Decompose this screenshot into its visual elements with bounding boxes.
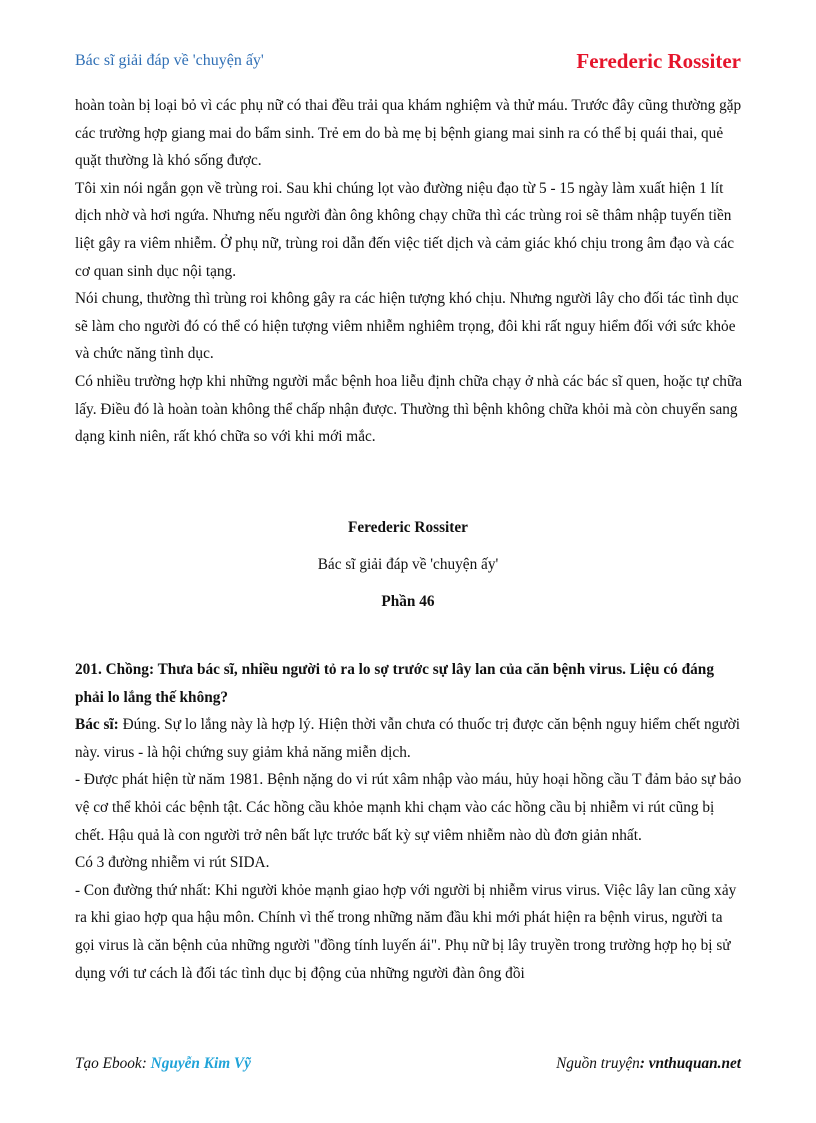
answer-text: Đúng. Sự lo lắng này là hợp lý. Hiện thời vẫn chưa có thuốc trị được căn bệnh nguy hiểm chết người này. virus - là hội chứng suy giảm khả năng miễn dịch. [75, 716, 740, 761]
answer-label: Bác sĩ: [75, 716, 119, 734]
paragraph: Tôi xin nói ngắn gọn về trùng roi. Sau khi chúng lọt vào đường niệu đạo từ 5 - 15 ngày làm xuất hiện 1 lít dịch nhờ và hơi ngứa. Nhưng nếu người đàn ông không chạy chữa thì các trùng roi sẽ thâm nhập tuyến tiền liệt gây ra viêm nhiễm. Ở phụ nữ, trùng roi dẫn đến việc tiết dịch và cảm giác khó chịu trong âm đạo và các cơ quan sinh dục nội tạng. [75, 179, 735, 280]
footer-source-site[interactable]: vnthuquan.net [648, 1055, 741, 1072]
footer-source-credit: Nguồn truyện: vnthuquan.net [556, 1055, 741, 1072]
paragraph: - Con đường thứ nhất: Khi người khỏe mạnh giao hợp với người bị nhiễm virus virus. Việc lây lan cũng xảy ra khi giao hợp qua hậu môn. Chính vì thế trong những năm đầu khi mới phát hiện ra bệnh virus, người ta gọi virus là căn bệnh của những người "đồng tính luyến ái". Phụ nữ bị lây truyền trong trường hợp họ bị sử dụng với tư cách là đối tác tình dục bị động của những người đàn ông đồi [75, 881, 737, 982]
paragraph: Có 3 đường nhiễm vi rút SIDA. [75, 854, 270, 872]
part-author: Ferederic Rossiter [348, 519, 468, 536]
part-number: Phần 46 [381, 593, 435, 610]
footer-ebook-author-link[interactable]: Nguyễn Kim Vỹ [150, 1055, 251, 1072]
paragraph: - Được phát hiện từ năm 1981. Bệnh nặng do vi rút xâm nhập vào máu, hủy hoại hồng cầu T đảm bảo sự bảo vệ cơ thể khỏi các bệnh tật. Các hồng cầu khỏe mạnh khi chạm vào các hồng cầu bị nhiễm vi rút cũng bị chết. Hậu quả là con người trở nên bất lực trước bất kỳ sự viêm nhiễm nào dù đơn giản nhất. [75, 771, 742, 844]
paragraph: hoàn toàn bị loại bỏ vì các phụ nữ có thai đều trải qua khám nghiệm và thử máu. Trước đây cũng thường gặp các trường hợp giang mai do bẩm sinh. Trẻ em do bà mẹ bị bệnh giang mai sinh ra có thể bị quái thai, quẻ quặt thường là khó sống được. [75, 97, 742, 170]
header-book-title: Bác sĩ giải đáp về 'chuyện ấy' [75, 52, 264, 69]
header-author: Ferederic Rossiter [576, 49, 741, 73]
paragraph: Nói chung, thường thì trùng roi không gây ra các hiện tượng khó chịu. Nhưng người lây cho đối tác tình dục sẽ làm cho người đó có thể có hiện tượng viêm nhiễm nghiêm trọng, đôi khi rất nguy hiểm đối với sức khỏe và chức năng tình dục. [75, 290, 739, 363]
question: 201. Chồng: Thưa bác sĩ, nhiều người tỏ ra lo sợ trước sự lây lan của căn bệnh virus. Liệu có đáng phải lo lắng thế không? [75, 661, 714, 706]
part-title: Bác sĩ giải đáp về 'chuyện ấy' [317, 556, 499, 573]
qa-section [75, 656, 745, 987]
footer-ebook-label: Tạo Ebook [75, 1055, 142, 1072]
answer [75, 711, 745, 766]
footer-source-label: Nguồn truyện [556, 1055, 640, 1072]
paragraph: Có nhiều trường hợp khi những người mắc bệnh hoa liễu định chữa chạy ở nhà các bác sĩ quen, hoặc tự chữa lấy. Điều đó là hoàn toàn không thể chấp nhận được. Thường thì bệnh không chữa khỏi mà còn chuyển sang dạng kinh niên, rất khó chữa so với khi mới mắc. [75, 372, 743, 446]
intro-text [75, 92, 745, 451]
footer-ebook-credit: Tạo Ebook: Nguyễn Kim Vỹ [75, 1055, 251, 1072]
